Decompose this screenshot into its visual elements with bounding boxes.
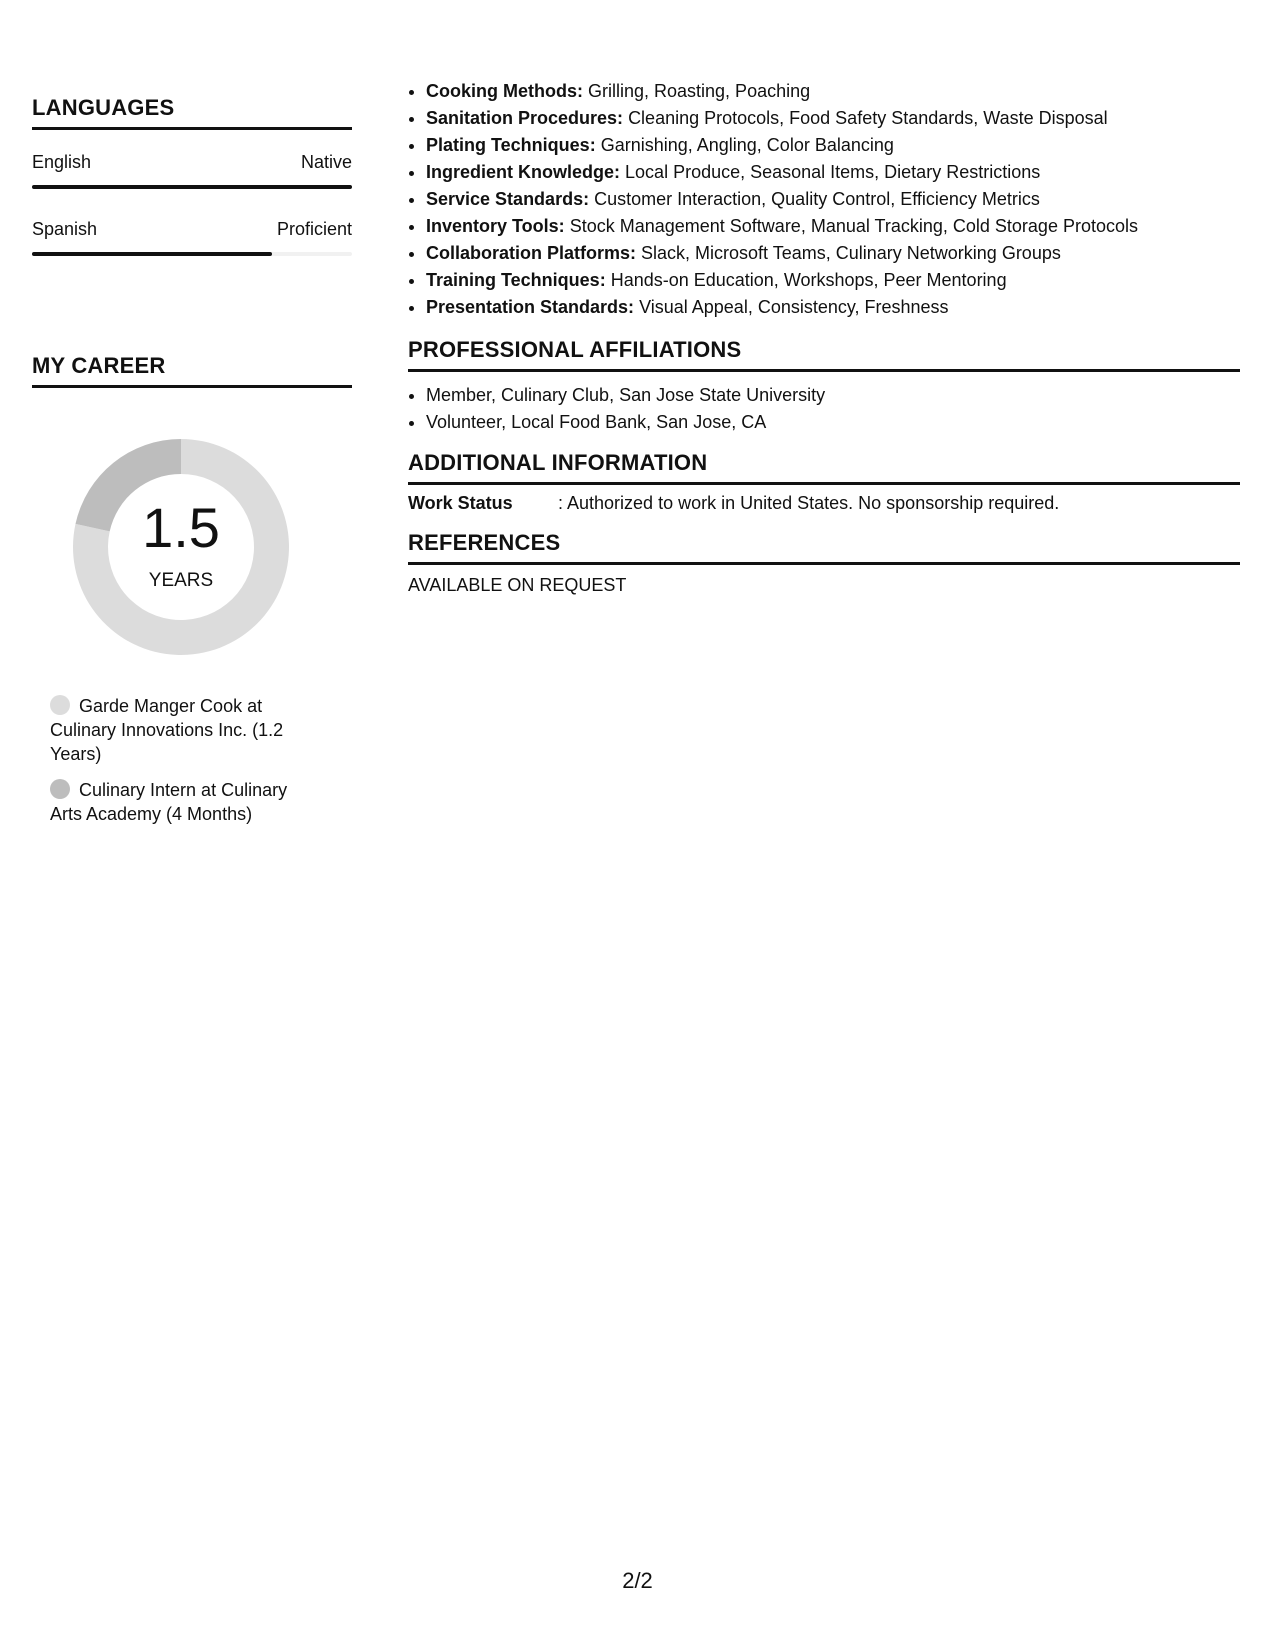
skill-text: Stock Management Software, Manual Tracking, Cold Storage Protocols bbox=[569, 216, 1138, 236]
skill-item bbox=[426, 186, 1240, 213]
skill-item bbox=[426, 213, 1240, 240]
skill-item bbox=[426, 159, 1240, 186]
skill-label: Ingredient Knowledge: bbox=[426, 162, 621, 182]
page-number: 2/2 bbox=[622, 1568, 653, 1593]
legend-swatch-icon bbox=[50, 695, 70, 715]
work-status-value: : Authorized to work in United States. No sponsorship required. bbox=[558, 493, 1060, 513]
skill-label: Plating Techniques: bbox=[426, 135, 596, 155]
career-total-years: 1.5 bbox=[142, 496, 220, 559]
affiliations-list bbox=[408, 382, 1240, 436]
left-column bbox=[32, 60, 352, 838]
language-name: English bbox=[32, 152, 92, 172]
language-item-spanish bbox=[32, 219, 352, 256]
language-proficiency-bar bbox=[32, 252, 352, 256]
affiliation-item: • Member, Culinary Club, San Jose State University bbox=[426, 382, 1240, 409]
references-text: AVAILABLE ON REQUEST bbox=[408, 575, 627, 595]
skill-text: Garnishing, Angling, Color Balancing bbox=[600, 135, 894, 155]
career-legend bbox=[50, 694, 320, 826]
career-donut-chart bbox=[66, 432, 296, 662]
skill-item bbox=[426, 267, 1240, 294]
skill-text: Customer Interaction, Quality Control, Efficiency Metrics bbox=[594, 189, 1040, 209]
affiliation-item: • Volunteer, Local Food Bank, San Jose, CA bbox=[426, 409, 1240, 436]
skill-text: Hands-on Education, Workshops, Peer Mentoring bbox=[610, 270, 1007, 290]
skill-item bbox=[426, 294, 1240, 321]
skill-label: Inventory Tools: bbox=[426, 216, 565, 236]
skill-text: Grilling, Roasting, Poaching bbox=[588, 81, 811, 101]
language-level: Native bbox=[300, 152, 352, 172]
right-column bbox=[408, 78, 1240, 596]
skill-label: Presentation Standards: bbox=[426, 297, 635, 317]
skill-item bbox=[426, 132, 1240, 159]
work-status-label: Work Status bbox=[408, 493, 513, 513]
skill-label: Collaboration Platforms: bbox=[426, 243, 637, 263]
skill-item bbox=[426, 78, 1240, 105]
skill-item bbox=[426, 105, 1240, 132]
affiliations-heading: PROFESSIONAL AFFILIATIONS bbox=[408, 337, 1240, 372]
skill-item bbox=[426, 240, 1240, 267]
languages-heading: LANGUAGES bbox=[32, 60, 352, 130]
skill-label: Cooking Methods: bbox=[426, 81, 583, 101]
skill-text: Slack, Microsoft Teams, Culinary Networking Groups bbox=[641, 243, 1061, 263]
skills-list bbox=[408, 78, 1240, 321]
language-item-english bbox=[32, 152, 352, 189]
skill-label: Sanitation Procedures: bbox=[426, 108, 624, 128]
legend-swatch-icon bbox=[50, 779, 70, 799]
skill-text: Local Produce, Seasonal Items, Dietary Restrictions bbox=[625, 162, 1041, 182]
language-proficiency-fill bbox=[32, 185, 352, 189]
language-proficiency-bar bbox=[32, 185, 352, 189]
skill-text: Cleaning Protocols, Food Safety Standards, Waste Disposal bbox=[628, 108, 1108, 128]
career-legend-item bbox=[50, 778, 320, 826]
skill-label: Service Standards: bbox=[426, 189, 590, 209]
career-legend-label: Garde Manger Cook at Culinary Innovations Inc. (1.2 Years) bbox=[50, 696, 284, 764]
language-proficiency-fill bbox=[32, 252, 272, 256]
additional-info-heading: ADDITIONAL INFORMATION bbox=[408, 450, 1240, 485]
skill-text: Visual Appeal, Consistency, Freshness bbox=[639, 297, 949, 317]
language-level: Proficient bbox=[276, 219, 352, 239]
career-heading: MY CAREER bbox=[32, 318, 352, 388]
career-legend-item bbox=[50, 694, 320, 766]
career-total-unit: YEARS bbox=[148, 570, 214, 591]
references-heading: REFERENCES bbox=[408, 530, 1240, 565]
skill-label: Training Techniques: bbox=[426, 270, 606, 290]
language-name: Spanish bbox=[32, 219, 98, 239]
career-legend-label: Culinary Intern at Culinary Arts Academy (4 Months) bbox=[50, 780, 288, 824]
work-status-row bbox=[408, 493, 1240, 514]
